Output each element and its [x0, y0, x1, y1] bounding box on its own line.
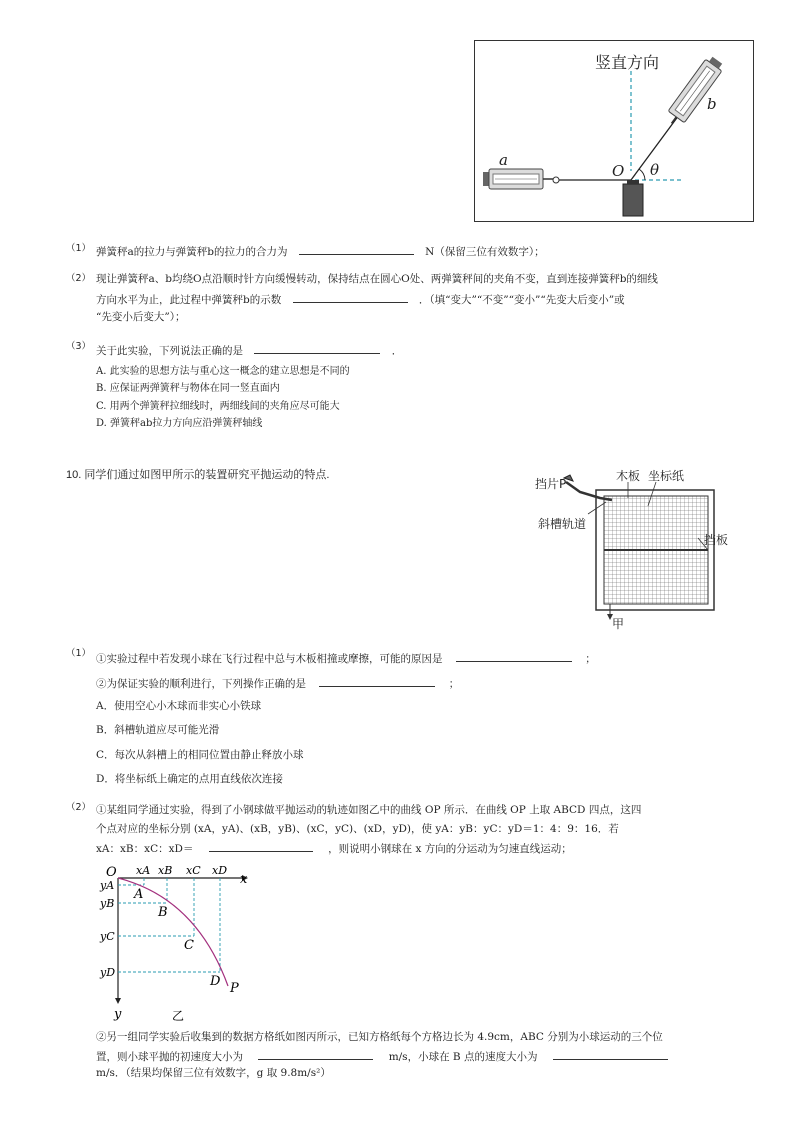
label-B: B — [158, 905, 168, 920]
q10-p2-line5-mid: m/s，小球在 B 点的速度大小为 — [388, 1051, 538, 1063]
q10-p2-line3 — [96, 840, 572, 856]
q10-p2-answer-blank-3[interactable] — [553, 1048, 668, 1060]
q9-p2-line2-after: ．（填“变大”“不变”“变小”“先变大后变小”或 — [418, 294, 625, 306]
label-O: O — [106, 865, 117, 880]
q10-p2-line3-before: xA：xB：xC：xD＝ — [96, 843, 194, 855]
q9-p3-option-a: A. 此实验的思想方法与重心这一概念的建立思想是不同的 — [96, 366, 350, 377]
q10-p1-line2-before: ②为保证实验的顺利进行，下列操作正确的是 — [96, 678, 306, 690]
q9-p3-option-d: D. 弹簧秤ab拉力方向应沿弹簧秤轴线 — [96, 418, 263, 429]
q9-p1-line — [96, 243, 545, 259]
label-xD: xD — [212, 864, 228, 877]
figure-yi-svg — [96, 858, 256, 1024]
q10-p1-line1 — [96, 650, 596, 666]
q10-p2-answer-blank-1[interactable] — [209, 840, 313, 852]
figure-jia — [528, 466, 748, 630]
label-theta: θ — [650, 161, 660, 179]
q10-p2-line4: ②另一组同学实验后收集到的数据方格纸如图丙所示，已知方格纸每个方格边长为 4.9cm，ABC 分别为小球运动的三个位 — [96, 1031, 663, 1043]
caption-jia: 甲 — [612, 617, 625, 630]
label-y: y — [114, 1007, 122, 1022]
label-yD: yD — [100, 966, 116, 979]
q10-p2-line6: m/s．（结果均保留三位有效数字，g 取 9.8m/s²） — [96, 1067, 331, 1079]
figure-spring-balances — [474, 40, 754, 222]
label-C: C — [184, 938, 194, 953]
label-D: D — [210, 974, 221, 989]
q10-title: 10. 同学们通过如图甲所示的装置研究平抛运动的特点. — [66, 469, 330, 481]
q10-p1-line2 — [96, 675, 459, 691]
label-xA: xA — [136, 864, 151, 877]
q10-p2-number: （2） — [66, 802, 92, 813]
q10-p1-answer-blank-2[interactable] — [319, 675, 435, 687]
label-xC: xC — [186, 864, 201, 877]
q10-p1-answer-blank-1[interactable] — [456, 650, 572, 662]
q10-p1-line1-before: ①实验过程中若发现小球在飞行过程中总与木板相撞或摩擦，可能的原因是 — [96, 653, 443, 665]
q9-p3-text-after: ． — [391, 345, 403, 357]
spring-balance-b — [663, 54, 725, 129]
label-vertical: 竖直方向 — [595, 53, 660, 72]
q10-p2-line5-before: 置，则小球平抛的初速度大小为 — [96, 1051, 243, 1063]
q9-p1-text-before: 弹簧秤a的拉力与弹簧秤b的拉力的合力为 — [96, 246, 288, 258]
q9-p1-text-after: N（保留三位有效数字）； — [425, 246, 545, 258]
label-muban: 木板 — [616, 469, 641, 483]
q10-p1-option-c: C．每次从斜槽上的相同位置由静止释放小球 — [96, 749, 304, 761]
label-yC: yC — [100, 930, 115, 943]
label-b: b — [707, 95, 717, 113]
figure-yi — [96, 858, 256, 1024]
label-yA: yA — [100, 879, 115, 892]
q10-p1-number: （1） — [66, 648, 92, 659]
caption-yi: 乙 — [172, 1009, 185, 1023]
label-A: A — [134, 887, 144, 902]
q10-p1-option-b: B．斜槽轨道应尽可能光滑 — [96, 724, 220, 736]
weight-block — [623, 184, 643, 216]
label-dangban: 挡板 — [704, 533, 729, 547]
q10-p2-line3-after: ，则说明小钢球在 x 方向的分运动为匀速直线运动； — [328, 843, 572, 855]
q10-p2-line2: 个点对应的坐标分别 (xA，yA)、(xB，yB)、(xC，yC)、(xD，yD)，使 yA：yB：yC：yD＝1：4：9：16．若 — [96, 823, 619, 835]
figure-jia-svg — [528, 466, 748, 630]
theta-arc — [639, 169, 645, 180]
label-yB: yB — [100, 897, 115, 910]
q9-p2-line2-before: 方向水平为止，此过程中弹簧秤b的示数 — [96, 294, 282, 306]
figure-spring-balances-svg — [475, 41, 753, 221]
label-xB: xB — [158, 864, 173, 877]
q9-p3-text-before: 关于此实验，下列说法正确的是 — [96, 345, 243, 357]
label-P: P — [230, 981, 239, 996]
label-x: x — [240, 872, 248, 887]
label-dangpian: 挡片P — [535, 477, 567, 491]
q10-p1-option-a: A．使用空心小木球而非实心小铁球 — [96, 700, 262, 712]
q9-p3-answer-blank[interactable] — [254, 342, 380, 354]
q9-p2-line3: “先变小后变大”）； — [96, 311, 186, 323]
q9-p1-answer-blank[interactable] — [299, 243, 414, 255]
q10-p1-line1-after: ； — [585, 653, 596, 665]
q10-p2-line1: ①某组同学通过实验，得到了小钢球做平抛运动的轨迹如图乙中的曲线 OP 所示．在曲线 OP 上取 ABCD 四点，这四 — [96, 804, 642, 816]
q9-p3-number: （3） — [66, 341, 92, 352]
spring-balance-a — [483, 169, 559, 189]
label-o: O — [612, 162, 625, 180]
label-xiecao: 斜槽轨道 — [538, 517, 587, 531]
q10-p2-line5 — [96, 1048, 680, 1064]
q9-p3-option-b: B. 应保证两弹簧秤与物体在同一竖直面内 — [96, 383, 280, 394]
q9-p2-number: （2） — [66, 273, 92, 284]
label-zuobiaozhi: 坐标纸 — [648, 469, 685, 483]
q9-p1-number: （1） — [66, 243, 92, 254]
q10-p2-answer-blank-2[interactable] — [258, 1048, 373, 1060]
q9-p2-line2 — [96, 291, 625, 307]
q9-p3-line — [96, 342, 402, 358]
q9-p2-answer-blank[interactable] — [293, 291, 408, 303]
q10-p1-line2-after: ； — [448, 678, 460, 690]
q10-p1-option-d: D．将坐标纸上确定的点用直线依次连接 — [96, 773, 283, 785]
q9-p2-line1: 现让弹簧秤a、b均绕O点沿顺时针方向缓慢转动，保持结点在圆心O处、两弹簧秤间的夹角不变，直到连接弹簧秤b的细线 — [96, 273, 658, 285]
y-axis-arrow — [115, 998, 121, 1004]
label-a: a — [499, 151, 508, 169]
q9-p3-option-c: C. 用两个弹簧秤拉细线时，两细线间的夹角应尽可能大 — [96, 401, 340, 412]
